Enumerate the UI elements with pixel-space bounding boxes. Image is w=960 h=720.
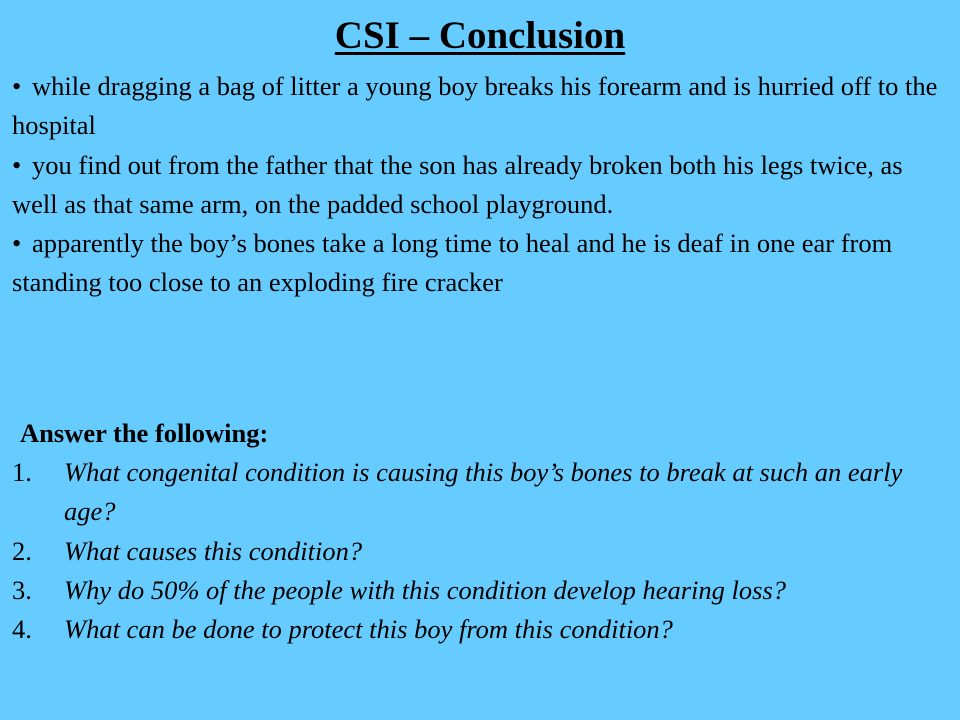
question-item: [12, 532, 942, 571]
question-number: 1.: [12, 457, 32, 487]
bullet-item: [12, 67, 942, 146]
bullet-item: [12, 146, 942, 225]
question-number: 3.: [12, 574, 32, 605]
answer-heading: Answer the following:: [20, 418, 269, 448]
question-number: 2.: [12, 535, 32, 566]
bullet-marker: •: [12, 71, 22, 101]
question-item: [12, 453, 942, 532]
slide-title: [0, 8, 960, 64]
question-item: [12, 571, 942, 610]
question-list: [12, 453, 942, 649]
slide-title-text: CSI – Conclusion: [334, 14, 626, 57]
question-text: What causes this condition?: [64, 535, 363, 566]
question-number: 4.: [12, 614, 32, 645]
question-text: Why do 50% of the people with this condition develop hearing loss?: [64, 574, 787, 605]
bullet-marker: •: [12, 228, 22, 259]
bullet-text: while dragging a bag of litter a young boy breaks his forearm and is hurried off to the hospital: [12, 71, 938, 141]
bullet-text: apparently the boy’s bones take a long time to heal and he is deaf in one ear from standing too close to an exploding fire cracker: [12, 228, 893, 298]
bullet-item: [12, 224, 942, 303]
question-text: What can be done to protect this boy from this condition?: [64, 614, 673, 645]
bullet-marker: •: [12, 149, 22, 180]
question-item: [12, 610, 942, 649]
question-text: What congenital condition is causing this boy’s bones to break at such an early age?: [64, 457, 903, 527]
bullet-text: you find out from the father that the son has already broken both his legs twice, as well as that same arm, on the padded school playground.: [12, 149, 903, 219]
bullet-list: [12, 67, 942, 303]
